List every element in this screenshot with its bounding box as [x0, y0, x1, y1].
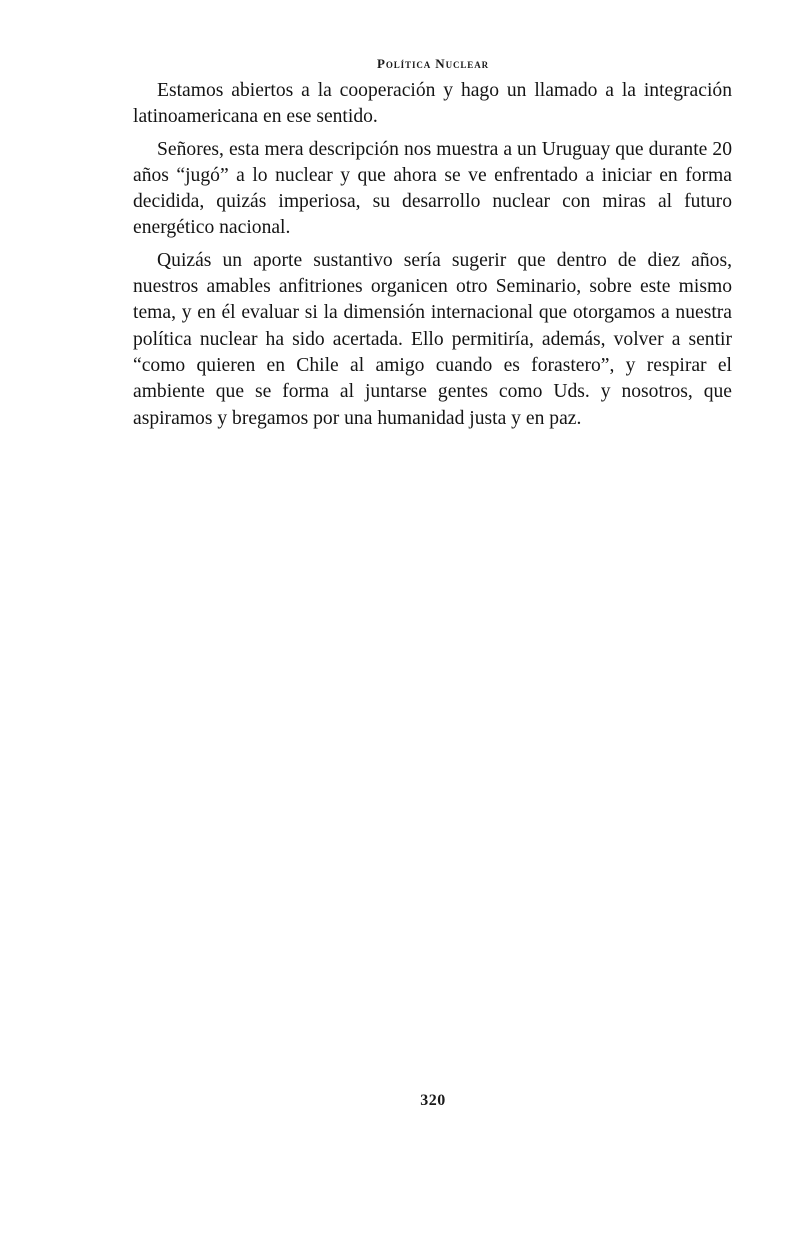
paragraph-3: Quizás un aporte sustantivo sería sugerir que dentro de diez años, nuestros amables anfitriones organicen otro Seminario, sobre este mismo tema, y en él evaluar si la dimensión internacional que otorgamos a nuestra política nuclear ha sido acertada. Ello permitiría, además, volver a sentir “como quieren en Chile al amigo cuando es forastero”, y respirar el ambiente que se forma al juntarse gentes como Uds. y nosotros, que aspiramos y bregamos por una humanidad justa y en paz. [133, 249, 732, 429]
body-text [133, 78, 732, 432]
paragraph-2: Señores, esta mera descripción nos muestra a un Uruguay que durante 20 años “jugó” a lo nuclear y que ahora se ve enfrentado a iniciar en forma decidida, quizás imperiosa, su desarrollo nuclear con miras al futuro energético nacional. [133, 138, 732, 239]
running-head: Política Nuclear [377, 56, 489, 71]
page-number: 320 [420, 1092, 446, 1109]
paragraph-1: Estamos abiertos a la cooperación y hago un llamado a la integración latinoamericana en ese sentido. [133, 80, 732, 128]
